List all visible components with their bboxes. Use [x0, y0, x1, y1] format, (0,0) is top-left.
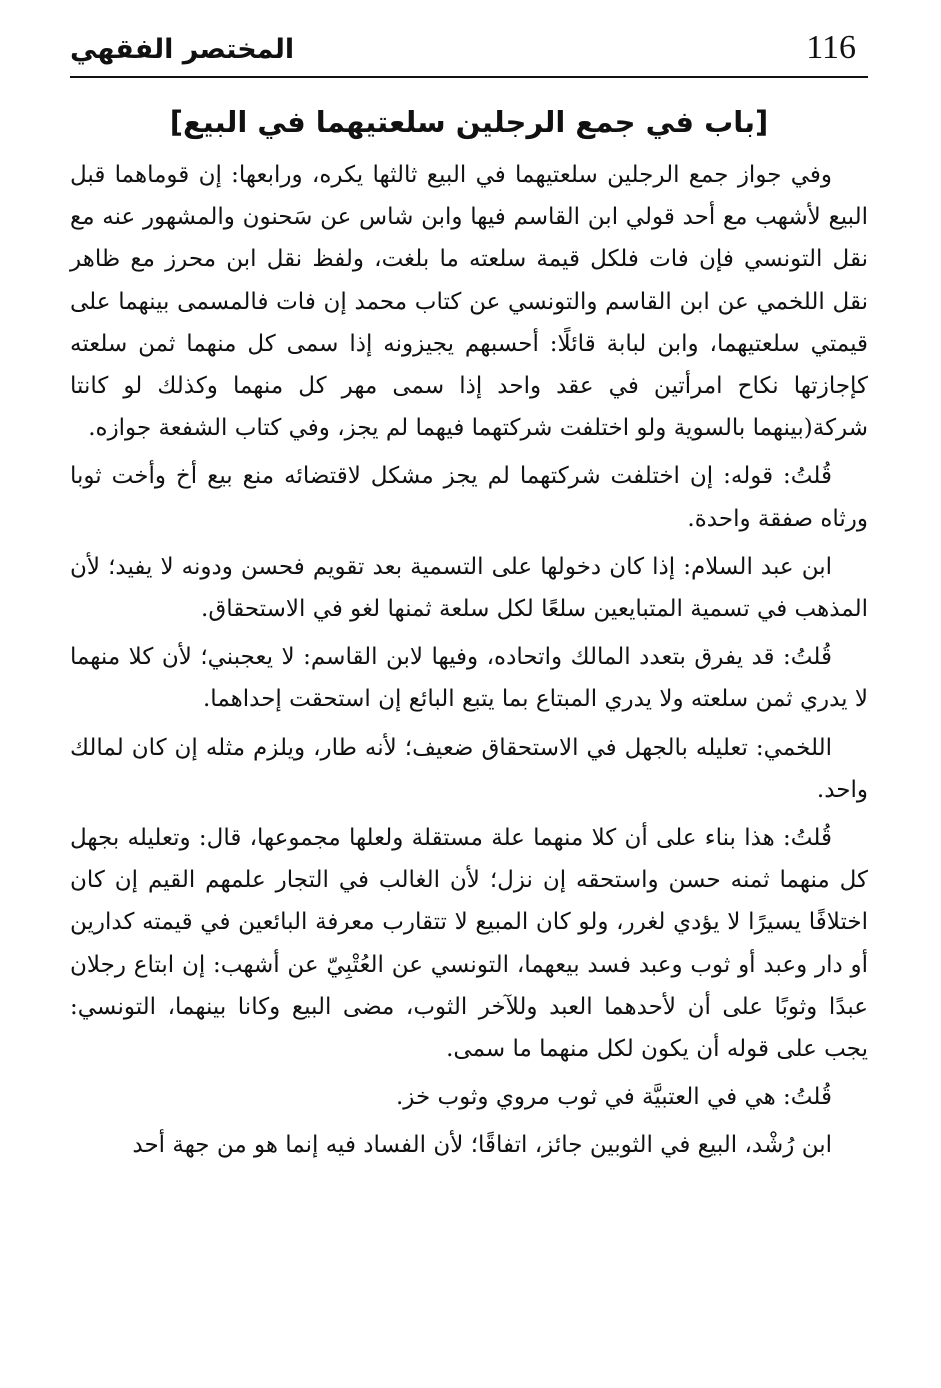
book-title: المختصر الفقهي [70, 34, 295, 65]
paragraph: قُلتُ: هي في العتبيَّة في ثوب مروي وثوب خز. [395, 1084, 832, 1111]
book-page [70, 24, 868, 1167]
paragraph: قُلتُ: قوله: إن اختلفت شركتهما لم يجز مشكل لاقتضائه منع بيع أخ وأخت ثوبا ورثاه صفقة واحدة. [70, 463, 868, 532]
paragraph: ابن رُشْد، البيع في الثوبين جائز، اتفاقًا؛ لأن الفساد فيه إنما هو من جهة أحد [132, 1132, 832, 1159]
body-text [70, 154, 868, 1167]
paragraph: قُلتُ: قد يفرق بتعدد المالك واتحاده، وفيها لابن القاسم: لا يعجبني؛ لأن كلا منهما لا يدري ثمن سلعته ولا يدري المبتاع بما يتبع البائع إن استحقت إحداهما. [70, 644, 868, 713]
paragraph: ابن عبد السلام: إذا كان دخولها على التسمية بعد تقويم فحسن ودونه لا يفيد؛ لأن المذهب في تسمية المتبايعين سلعًا لكل سلعة ثمنها لغو في الاستحقاق. [70, 553, 868, 623]
paragraph: وفي جواز جمع الرجلين سلعتيهما في البيع ثالثها يكره، ورابعها: إن قوماهما قبل البيع لأشهب مع أحد قولي ابن القاسم فيها وابن شاس عن سَحنون والمشهور عنه مع نقل التونسي فإن فات فلكل قيمة سلعته ما بلغت، ولفظ نقل ابن محرز مع ظاهر نقل اللخمي عن ابن القاسم والتونسي عن كتاب محمد إن فات فالمسمى بينهما على قيمتي سلعتيهما، وابن لبابة قائلًا: أحسبهم يجيزونه إذا سمى كل منهما ثمن سلعته كإجازتها نكاح امرأتين في عقد واحد إذا سمى مهر كل منهما وكذلك لو كانتا شركة(بينهما بالسوية ولو اختلفت شركتهما فيهما لم يجز، وفي كتاب الشفعة جوازه. [70, 162, 868, 442]
running-header [70, 24, 868, 78]
chapter-title: [باب في جمع الرجلين سلعتيهما في البيع] [169, 105, 769, 139]
paragraph: قُلتُ: هذا بناء على أن كلا منهما علة مستقلة ولعلها مجموعها، قال: وتعليله بجهل كل منهما ثمنه حسن واستحقه إن نزل؛ لأن الغالب في التجار علمهم القيم إن كان اختلافًا يسيرًا لا يؤدي لغرر، ولو كان المبيع لا تتقارب معرفة البائعين في قيمته كدارين أو دار وعبد أو ثوب وعبد فسد بيعهما، التونسي عن العُتْبِيّ عن أشهب: إن ابتاع رجلان عبدًا وثوبًا على أن لأحدهما العبد وللآخر الثوب، مضى البيع وكانا بينهما، التونسي: يجب على قوله أن يكون لكل منهما ما سمى. [70, 825, 868, 1063]
page-number: 116 [806, 29, 856, 66]
paragraph: اللخمي: تعليله بالجهل في الاستحقاق ضعيف؛ لأنه طار، ويلزم مثله إن كان لمالك واحد. [70, 734, 868, 803]
